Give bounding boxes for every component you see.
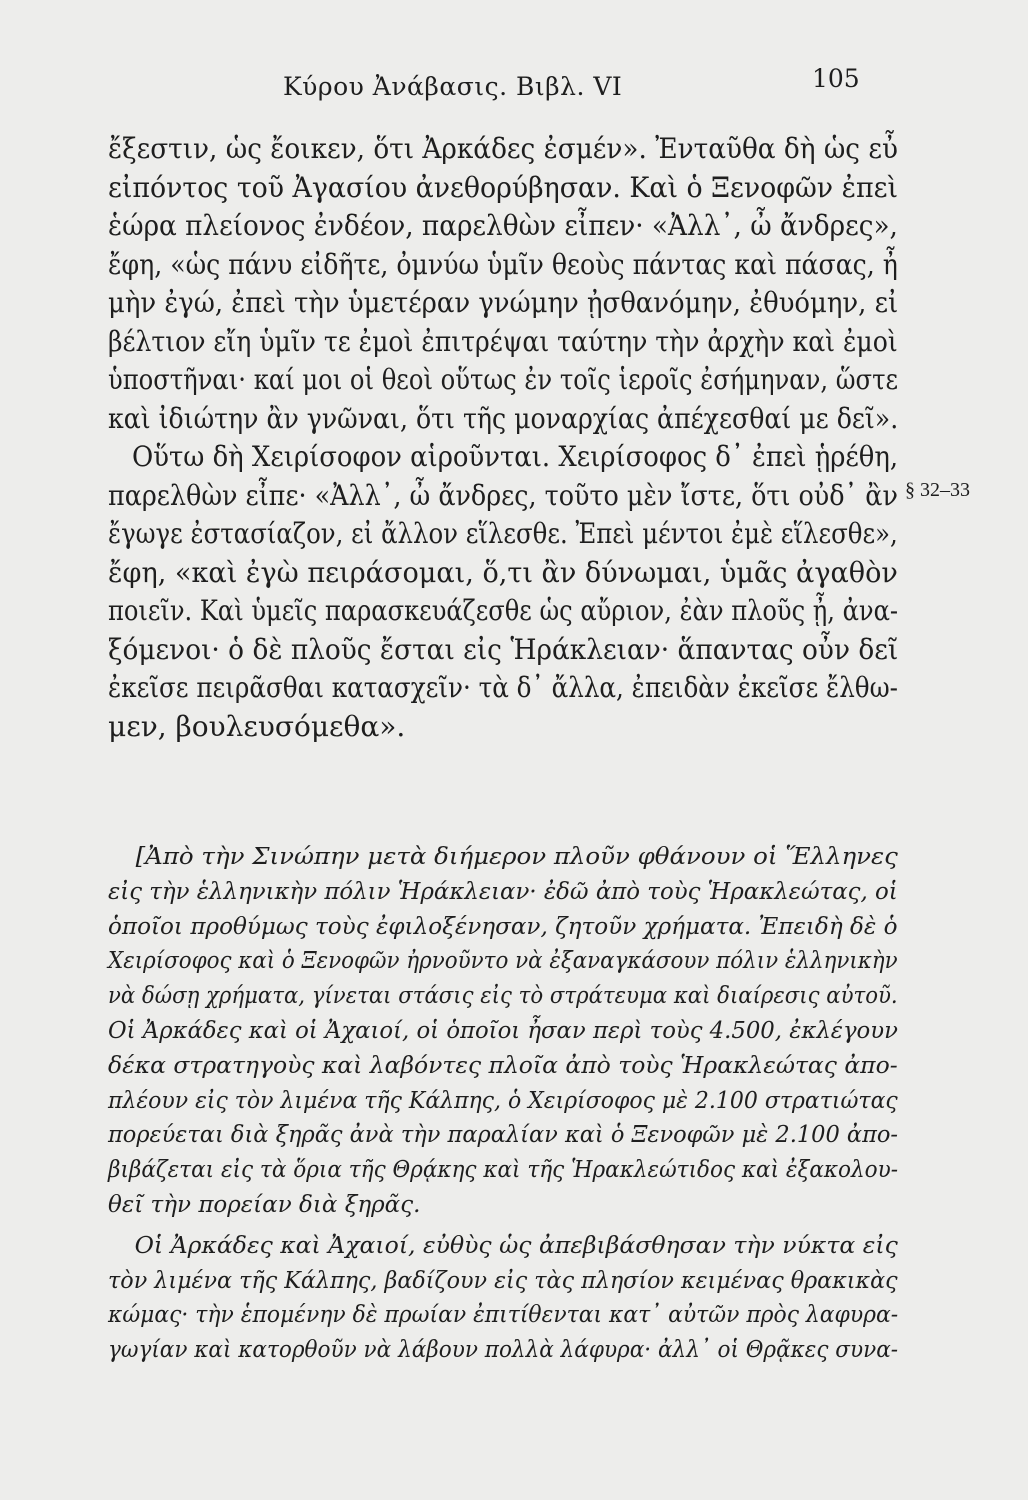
commentary-line: γωγίαν καὶ κατορθοῦν νὰ λάβουν πολλὰ λάφυρα· ἀλλ᾽ οἱ Θρᾷκες συνα- — [108, 1337, 899, 1364]
page-header — [0, 64, 1028, 112]
text-line: ἔφη, «ὡς πάνυ εἰδῆτε, ὀμνύω ὑμῖν θεοὺς πάντας καὶ πάσας, ἦ — [108, 247, 898, 281]
text-line: παρελθὼν εἶπε· «Ἀλλ᾽, ὦ ἄνδρες, τοῦτο μὲν ἴστε, ὅτι οὐδ᾽ ἂν — [108, 478, 898, 512]
commentary-text — [108, 840, 898, 1368]
text-line: ὑποστῆναι· καί μοι οἱ θεοὶ οὕτως ἐν τοῖς ἱεροῖς ἐσήμηναν, ὥστε — [108, 363, 899, 396]
main-greek-text — [108, 130, 898, 746]
text-line: μὴν ἐγώ, ἐπεὶ τὴν ὑμετέραν γνώμην ᾐσθανόμην, ἐθυόμην, εἰ — [108, 286, 899, 319]
commentary-line: πορεύεται διὰ ξηρᾶς ἀνὰ τὴν παραλίαν καὶ ὁ Ξενοφῶν μὲ 2.100 ἀπο- — [108, 1122, 899, 1149]
commentary-line: ὁποῖοι προθύμως τοὺς ἐφιλοξένησαν, ζητοῦν χρήματα. Ἐπειδὴ δὲ ὁ — [108, 913, 898, 940]
text-line: μεν, βουλευσόμεθα». — [108, 709, 406, 743]
commentary-line: Οἱ Ἀρκάδες καὶ οἱ Ἀχαιοί, οἱ ὁποῖοι ἦσαν περὶ τοὺς 4.500, ἐκλέγουν — [108, 1017, 898, 1044]
text-line: ἑώρα πλείονος ἐνδέον, παρελθὼν εἶπεν· «Ἀλλ᾽, ὦ ἄνδρες», — [108, 209, 898, 242]
commentary-line: Χειρίσοφος καὶ ὁ Ξενοφῶν ἠρνοῦντο νὰ ἐξαναγκάσουν πόλιν ἑλληνικὴν — [108, 948, 898, 975]
text-line: βέλτιον εἴη ὑμῖν τε ἐμοὶ ἐπιτρέψαι ταύτην τὴν ἀρχὴν καὶ ἐμοὶ — [108, 324, 898, 358]
running-title: Κύρου Ἀνάβασις. Βιβλ. VI — [283, 72, 623, 101]
margin-section-reference: § 32–33 — [905, 479, 970, 501]
text-line: ἔγωγε ἐστασίαζον, εἰ ἄλλον εἵλεσθε. Ἐπεὶ μέντοι ἐμὲ εἵλεσθε», — [108, 517, 898, 550]
commentary-line: θεῖ τὴν πορείαν διὰ ξηρᾶς. — [108, 1191, 421, 1218]
commentary-line: κώμας· τὴν ἑπομένην δὲ πρωίαν ἐπιτίθενται κατ᾽ αὐτῶν πρὸς λαφυρα- — [108, 1302, 899, 1329]
text-line: ποιεῖν. Καὶ ὑμεῖς παρασκευάζεσθε ὡς αὔριον, ἐὰν πλοῦς ᾖ, ἀνα- — [108, 594, 899, 627]
text-line: εἰπόντος τοῦ Ἀγασίου ἀνεθορύβησαν. Καὶ ὁ Ξενοφῶν ἐπεὶ — [108, 170, 898, 204]
page-number: 105 — [812, 64, 860, 93]
commentary-line: εἰς τὴν ἑλληνικὴν πόλιν Ἡράκλειαν· ἐδῶ ἀπὸ τοὺς Ἡρακλεώτας, οἱ — [108, 878, 898, 905]
text-line: ἔφη, «καὶ ἐγὼ πειράσομαι, ὅ,τι ἂν δύνωμαι, ὑμᾶς ἀγαθὸν — [108, 555, 898, 589]
commentary-line: πλέουν εἰς τὸν λιμένα τῆς Κάλπης, ὁ Χειρίσοφος μὲ 2.100 στρατιώτας — [108, 1087, 898, 1114]
commentary-line: [Ἀπὸ τὴν Σινώπην μετὰ διήμερον πλοῦν φθάνουν οἱ Ἕλληνες — [135, 844, 898, 870]
commentary-line: νὰ δώσῃ χρήματα, γίνεται στάσις εἰς τὸ στράτευμα καὶ διαίρεσις αὐτοῦ. — [108, 983, 898, 1010]
commentary-line: δέκα στρατηγοὺς καὶ λαβόντες πλοῖα ἀπὸ τοὺς Ἡρακλεώτας ἀπο- — [108, 1052, 898, 1079]
text-line: ἔξεστιν, ὡς ἔοικεν, ὅτι Ἀρκάδες ἐσμέν». Ἐνταῦθα δὴ ὡς εὖ — [108, 132, 899, 165]
text-line: ἐκεῖσε πειρᾶσθαι κατασχεῖν· τὰ δ᾽ ἄλλα, ἐπειδὰν ἐκεῖσε ἔλθω- — [108, 671, 898, 704]
text-line: καὶ ἰδιώτην ἂν γνῶναι, ὅτι τῆς μοναρχίας ἀπέχεσθαί με δεῖ». — [108, 401, 899, 435]
commentary-line: τὸν λιμένα τῆς Κάλπης, βαδίζουν εἰς τὰς πλησίον κειμένας θρακικὰς — [108, 1267, 898, 1294]
text-line: Οὕτω δὴ Χειρίσοφον αἱροῦνται. Χειρίσοφος δ᾽ ἐπεὶ ᾑρέθη, — [132, 440, 899, 473]
commentary-line: Οἱ Ἀρκάδες καὶ Ἀχαιοί, εὐθὺς ὡς ἀπεβιβάσθησαν τὴν νύκτα εἰς — [134, 1232, 898, 1259]
text-line: ξόμενοι· ὁ δὲ πλοῦς ἔσται εἰς Ἡράκλειαν· ἅπαντας οὖν δεῖ — [108, 632, 899, 666]
commentary-line: βιβάζεται εἰς τὰ ὅρια τῆς Θρᾴκης καὶ τῆς Ἡρακλεώτιδος καὶ ἐξακολου- — [108, 1157, 899, 1184]
